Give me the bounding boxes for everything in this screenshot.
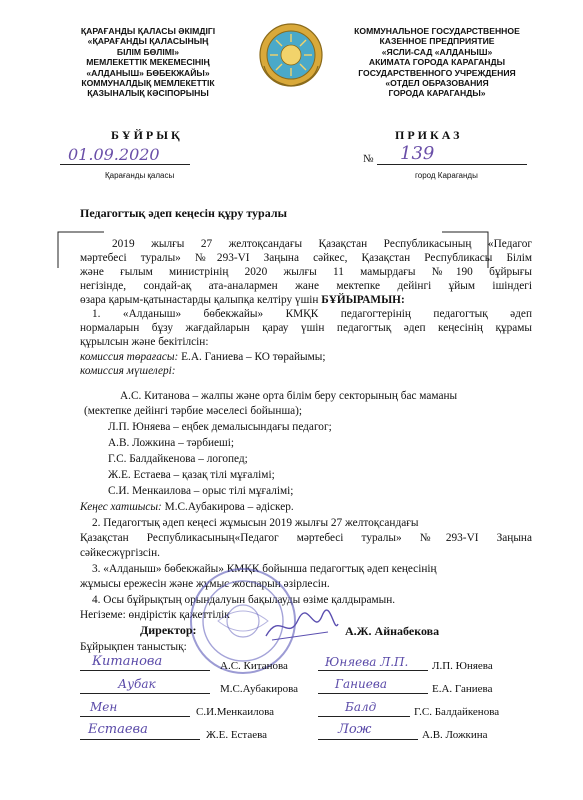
paragraph-text: өзара қарым-қатынастарды қалыпқа келтіру үшін [80,294,319,306]
city-ru: город Караганды [415,171,478,180]
signature-hand: Ганиева [335,677,387,691]
member-line: Г.С. Балдайкенова – логопед; [108,453,248,465]
chair-line [80,350,532,364]
doc-type-ru: ПРИКАЗ [395,128,463,142]
item-1-line: 1. «Алданыш» бөбекжайы» КМҚК педагогтерінің педагогтық әдеп [92,308,532,320]
header-right-line: «ОТДЕЛ ОБРАЗОВАНИЯ [385,78,489,89]
paragraph-line: негізінде, сондай-ақ ата-аналармен жане мектепке дейінгі ұйым ішіндегі [80,280,532,292]
signature-name: Ж.Е. Естаева [206,729,268,741]
director-name: А.Ж. Айнабекова [345,624,440,638]
paragraph-line: 2019 жылғы 27 желтоқсандағы Қазақстан Республикасының «Педагог [112,238,532,250]
header-left-line: ҚАЗЫНАЛЫҚ КӘСІПОРЫНЫ [87,88,209,99]
member-line: С.И. Менкаилова – орыс тілі мұғалімі; [108,485,294,497]
state-emblem-icon [258,22,324,88]
member-line: А.С. Китанова – жалпы және орта білім беру секторының бас маманы [120,390,458,402]
item-2-line: сәйкесжүргізсін. [80,547,160,559]
number-handwritten: 139 [400,143,435,164]
order-word: БҰЙЫРАМЫН: [321,294,405,306]
header-right-line: КОММУНАЛЬНОЕ ГОСУДАРСТВЕННОЕ [354,26,520,36]
basis-line: Негіземе: өндірістік қажеттілік [80,609,230,621]
secretary-label: Кеңес хатшысы: [80,501,162,513]
header-right-line: ГОСУДАРСТВЕННОГО УЧРЕЖДЕНИЯ [358,67,516,78]
signature-hand: Балд [345,700,377,714]
member-line: А.В. Ложкина – тәрбиеші; [108,437,234,449]
signature-line [80,670,210,671]
signature-name: Л.П. Юняева [432,660,493,672]
signature-hand: Лож [338,722,372,737]
header-left-line: КОММУНАЛДЫҚ МЕМЛЕКЕТТІК [81,78,215,89]
signature-hand: Китанова [92,654,163,669]
director-label: Директор: [140,623,197,637]
signature-name: А.С. Китанова [220,660,288,672]
signature-hand: Естаева [88,722,148,737]
paragraph-line: және ғылым министрінің 2020 жылғы 11 мамырдағы №190 бұйрығы [80,266,532,278]
city-kz: Қарағанды қаласы [105,171,175,180]
item-2-line: 2. Педагогтық әдеп кеңесі жұмысын 2019 жылғы 27 желтоқсандағы [92,517,419,529]
document-title: Педагогтық әдеп кеңесін құру туралы [80,206,287,220]
members-label: комиссия мүшелері: [80,365,176,377]
item-1-line: нормаларын бұзу жағдайларын қарау үшін педагогтық әдеп кеңесінің құрамы [80,322,532,334]
item-3-line: жұмысы ережесін және жұмыс жоспарын әзірлесін. [80,578,330,590]
secretary-line [80,500,532,514]
director-signature [262,606,342,646]
header-left-line: «АЛДАНЫШ» БӨБЕКЖАЙЫ» [86,67,210,78]
item-2-line: Қазақстан Республикасының«Педагог мәртебесі туралы» №293-VI Заңына [80,532,532,544]
paragraph-line [80,293,532,307]
item-1-line: құрылсын және бекітілсін: [80,336,209,348]
signature-hand: Юняева Л.П. [325,655,409,669]
signature-line [318,716,410,717]
date-underline [60,164,190,165]
header-left-line: ҚАРАҒАНДЫ ҚАЛАСЫ ӘКІМДІГІ [80,26,216,36]
doc-type-kz: БҰЙРЫҚ [111,128,183,142]
signature-name: Е.А. Ганиева [432,683,493,695]
acknowledged-label: Бұйрықпен таныстық: [80,641,187,653]
signature-hand: Аубак [118,677,156,691]
header-left-line: МЕМЛЕКЕТТІК МЕКЕМЕСІНІҢ [86,57,210,68]
number-underline [377,164,527,165]
signature-line [318,670,428,671]
header-right-line: АКИМАТА ГОРОДА КАРАГАНДЫ [368,57,506,68]
chair-value: Е.А. Ганиева – КО төрайымы; [181,351,326,363]
item-4-line: 4. Осы бұйрықтың орындалуын бақылауды өзіме қалдырамын. [92,594,396,606]
paragraph-line: мәртебесі туралы» №293-VI Заңына сәйкес, Қазақстан Республикасы Білім [80,252,532,264]
date-handwritten: 01.09.2020 [68,145,160,164]
member-line: Л.П. Юняева – еңбек демалысындағы педагог; [108,421,332,433]
signature-line [318,693,428,694]
header-right-block [342,26,532,99]
header-left-line: БІЛІМ БӨЛІМІ» [116,46,180,57]
header-right-line: «ЯСЛИ-САД «АЛДАНЫШ» [381,46,493,57]
header-right-line: КАЗЕННОЕ ПРЕДПРИЯТИЕ [379,36,495,47]
header-left-line: «ҚАРАҒАНДЫ ҚАЛАСЫНЫҢ [87,36,209,47]
signature-name: С.И.Менкаилова [196,706,275,718]
header-right-line: ГОРОДА КАРАГАНДЫ» [388,88,486,99]
signature-line [80,716,190,717]
signature-line [80,739,200,740]
signature-name: М.С.Аубакирова [220,683,299,695]
secretary-value: М.С.Аубакирова – әдіскер. [164,501,294,513]
item-3-line: 3. «Алданыш» бөбекжайы» КМҚК бойынша педагогтық әдеп кеңесінің [92,563,437,575]
signature-name: А.В. Ложкина [422,729,488,741]
signature-line [80,693,210,694]
header-left-block [58,26,238,99]
chair-label: комиссия төрағасы: [80,351,179,363]
signature-line [318,739,418,740]
signature-name: Г.С. Балдайкенова [414,706,500,718]
signature-hand: Мен [90,700,118,714]
number-label: № [363,153,374,165]
member-line: Ж.Е. Естаева – қазақ тілі мұғалімі; [108,469,275,481]
member-line: (мектепке дейінгі тәрбие мәселесі бойынша); [84,405,303,417]
